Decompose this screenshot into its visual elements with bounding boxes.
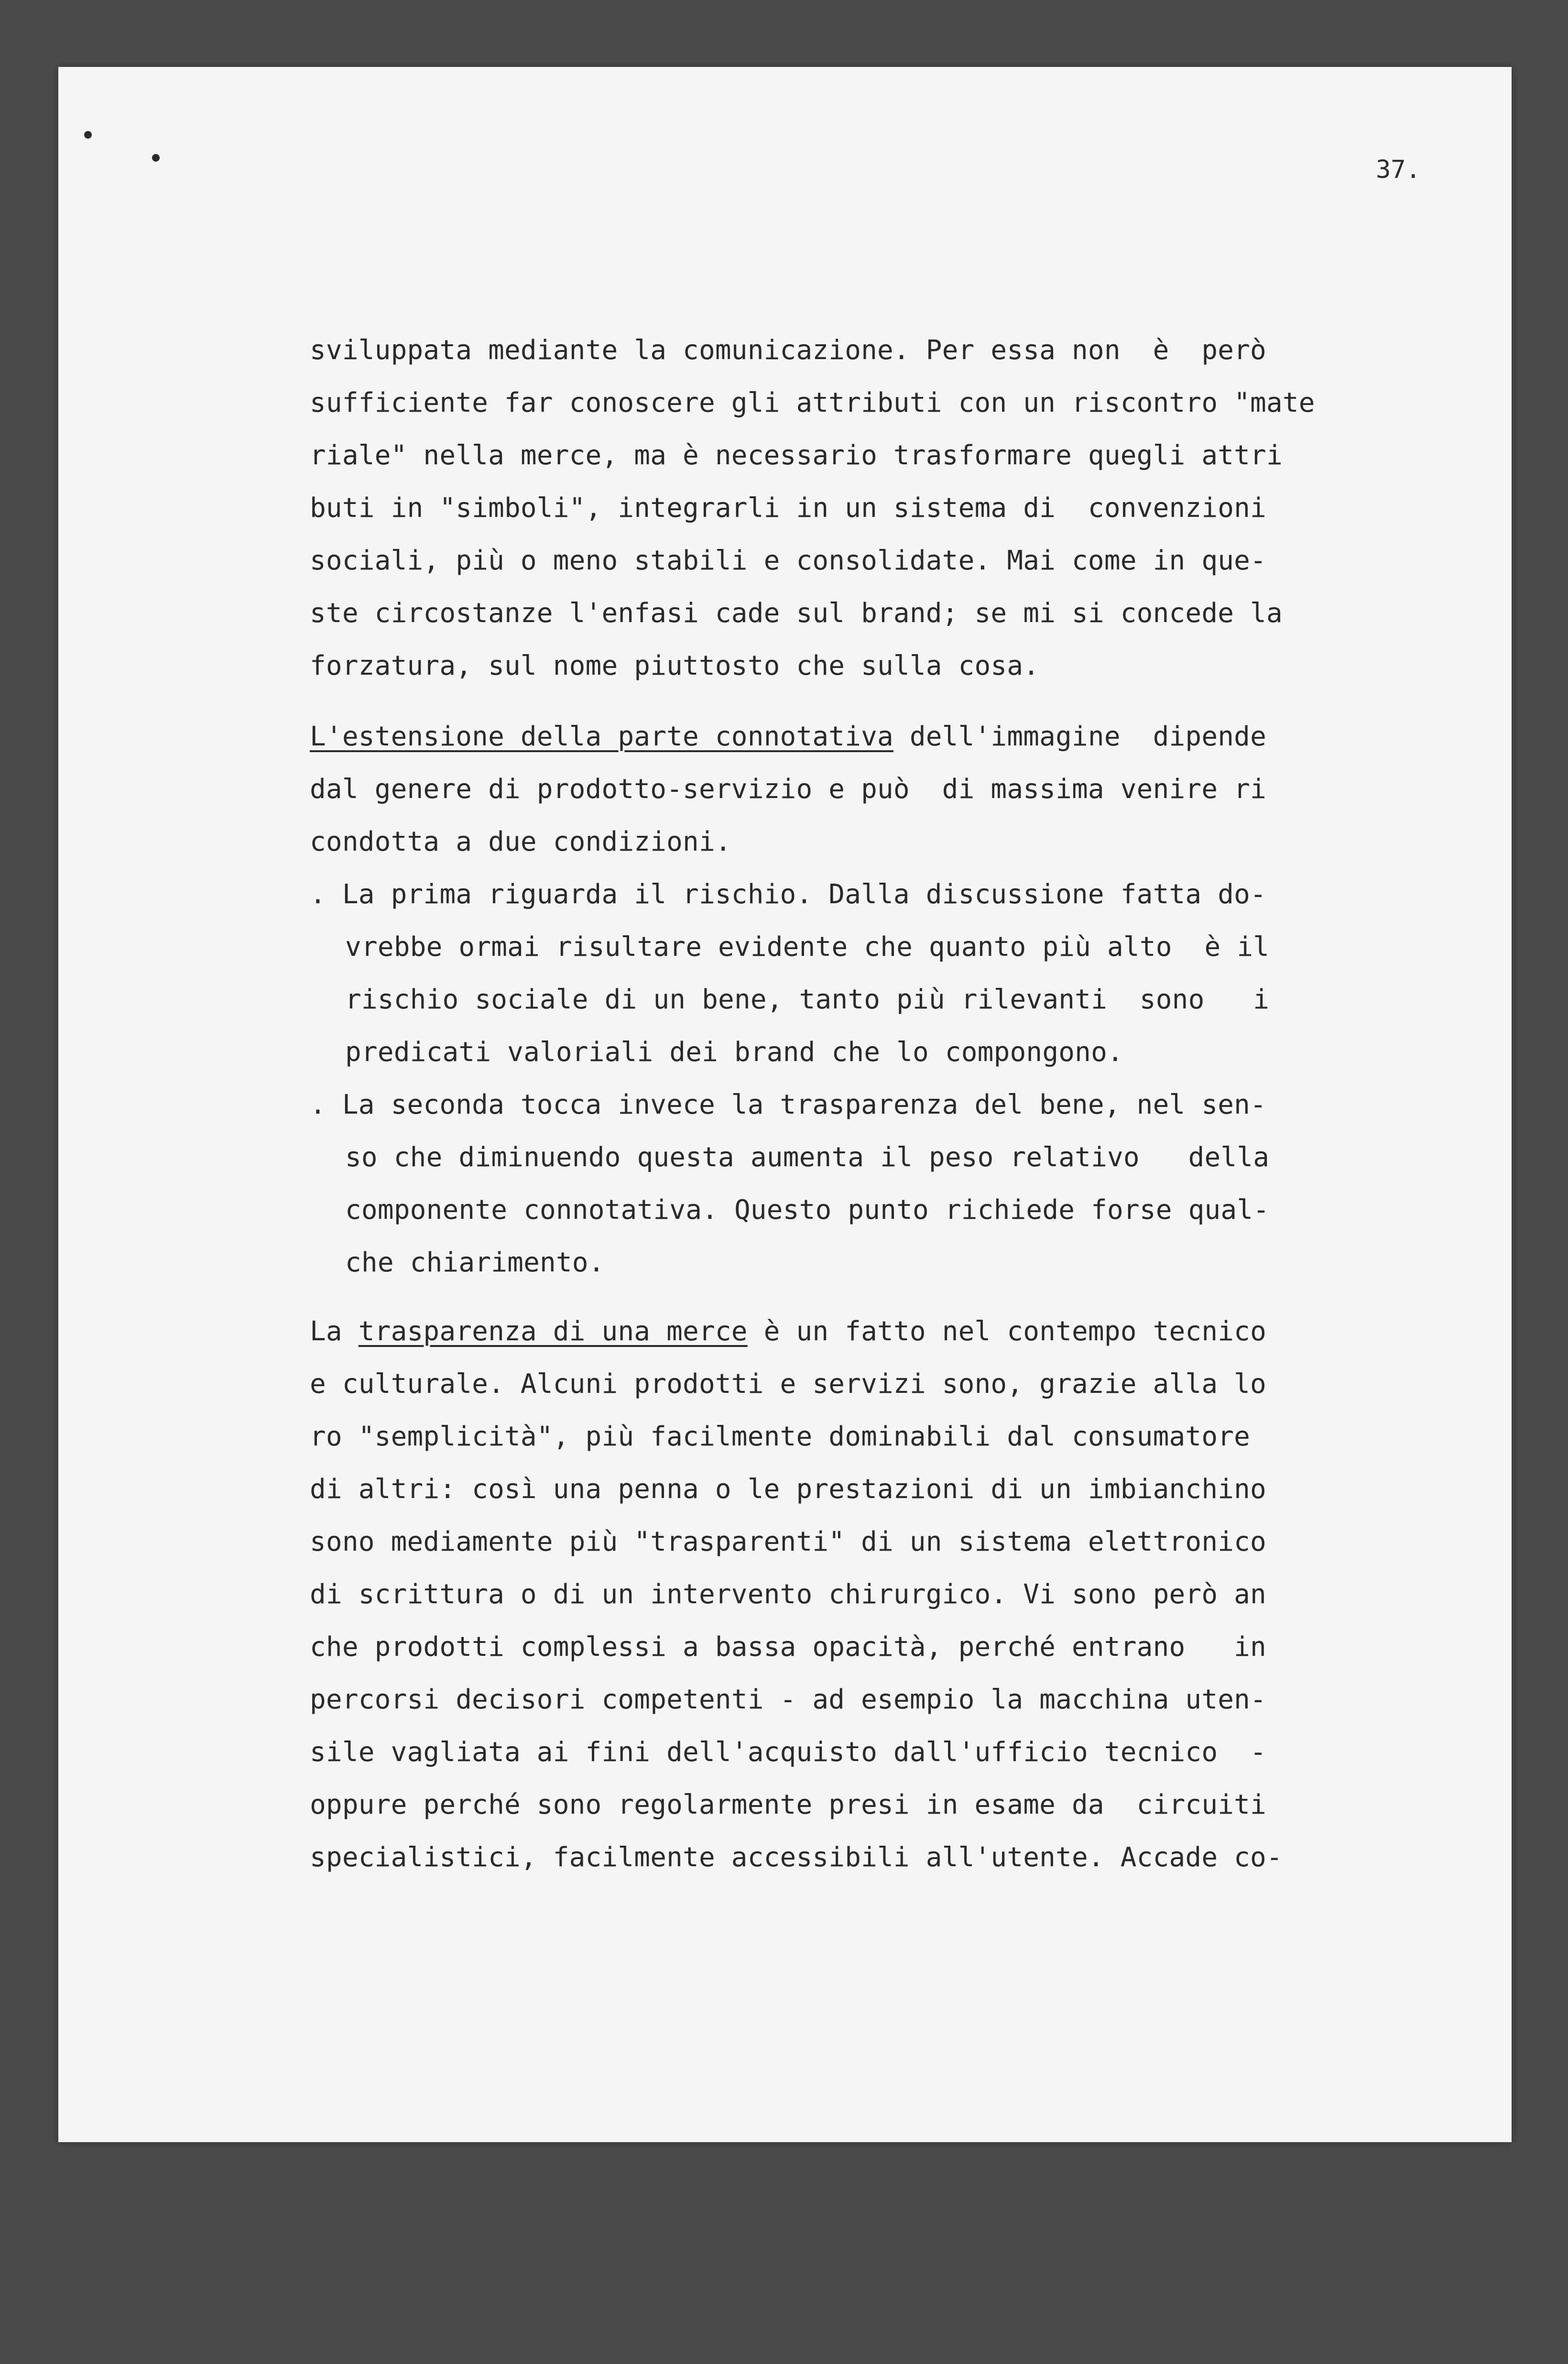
text-line: buti in "simboli", integrarli in un sistema di convenzioni: [310, 492, 1266, 524]
text-line: specialistici, facilmente accessibili all'utente. Accade co-: [310, 1842, 1283, 1873]
bullet-line: so che diminuendo questa aumenta il peso relativo della: [345, 1142, 1270, 1173]
text-line: condotta a due condizioni.: [310, 826, 731, 857]
punch-hole-mark: [152, 154, 160, 162]
text-line: ro "semplicità", più facilmente dominabili dal consumatore: [310, 1421, 1251, 1452]
text-line: forzatura, sul nome piuttosto che sulla cosa.: [310, 650, 1040, 681]
bullet-line: . La seconda tocca invece la trasparenza del bene, nel sen-: [310, 1089, 1266, 1120]
bullet-line: predicati valoriali dei brand che lo compongono.: [345, 1037, 1123, 1068]
text-line: sociali, più o meno stabili e consolidate. Mai come in que-: [310, 545, 1266, 576]
text-line: riale" nella merce, ma è necessario trasformare quegli attri: [310, 440, 1283, 471]
bullet-line: componente connotativa. Questo punto richiede forse qual-: [345, 1194, 1270, 1226]
text-line: che prodotti complessi a bassa opacità, perché entrano in: [310, 1631, 1266, 1663]
text-line: sviluppata mediante la comunicazione. Per essa non è però: [310, 335, 1266, 366]
text-line: dal genere di prodotto-servizio e può di massima venire ri: [310, 774, 1266, 805]
underlined-term: L'estensione della parte connotativa: [310, 721, 893, 752]
text-line: e culturale. Alcuni prodotti e servizi sono, grazie alla lo: [310, 1368, 1266, 1400]
text-line: di altri: così una penna o le prestazioni di un imbianchino: [310, 1474, 1266, 1505]
bullet-line: vrebbe ormai risultare evidente che quanto più alto è il: [345, 931, 1270, 963]
text-line: [310, 1316, 1266, 1347]
underlined-term: trasparenza di una merce: [358, 1316, 748, 1347]
text-line: sufficiente far conoscere gli attributi con un riscontro "mate: [310, 387, 1315, 418]
text-line: di scrittura o di un intervento chirurgico. Vi sono però an: [310, 1579, 1266, 1610]
punch-hole-mark: [84, 131, 92, 139]
bullet-line: rischio sociale di un bene, tanto più rilevanti sono i: [345, 984, 1270, 1015]
text-line: ste circostanze l'enfasi cade sul brand; se mi si concede la: [310, 598, 1283, 629]
page-number: 37.: [1376, 155, 1421, 184]
text-line: sono mediamente più "trasparenti" di un sistema elettronico: [310, 1526, 1266, 1557]
text-line: sile vagliata ai fini dell'acquisto dall'ufficio tecnico -: [310, 1737, 1266, 1768]
bullet-line: che chiarimento.: [345, 1247, 605, 1278]
text-fragment: è un fatto nel contempo tecnico: [747, 1316, 1266, 1347]
text-line: [310, 721, 1266, 752]
text-line: oppure perché sono regolarmente presi in esame da circuiti: [310, 1789, 1266, 1820]
text-line: percorsi decisori competenti - ad esempio la macchina uten-: [310, 1684, 1266, 1715]
bullet-line: . La prima riguarda il rischio. Dalla discussione fatta do-: [310, 879, 1266, 910]
text-fragment: La: [310, 1316, 359, 1347]
text-fragment: dell'immagine dipende: [893, 721, 1266, 752]
